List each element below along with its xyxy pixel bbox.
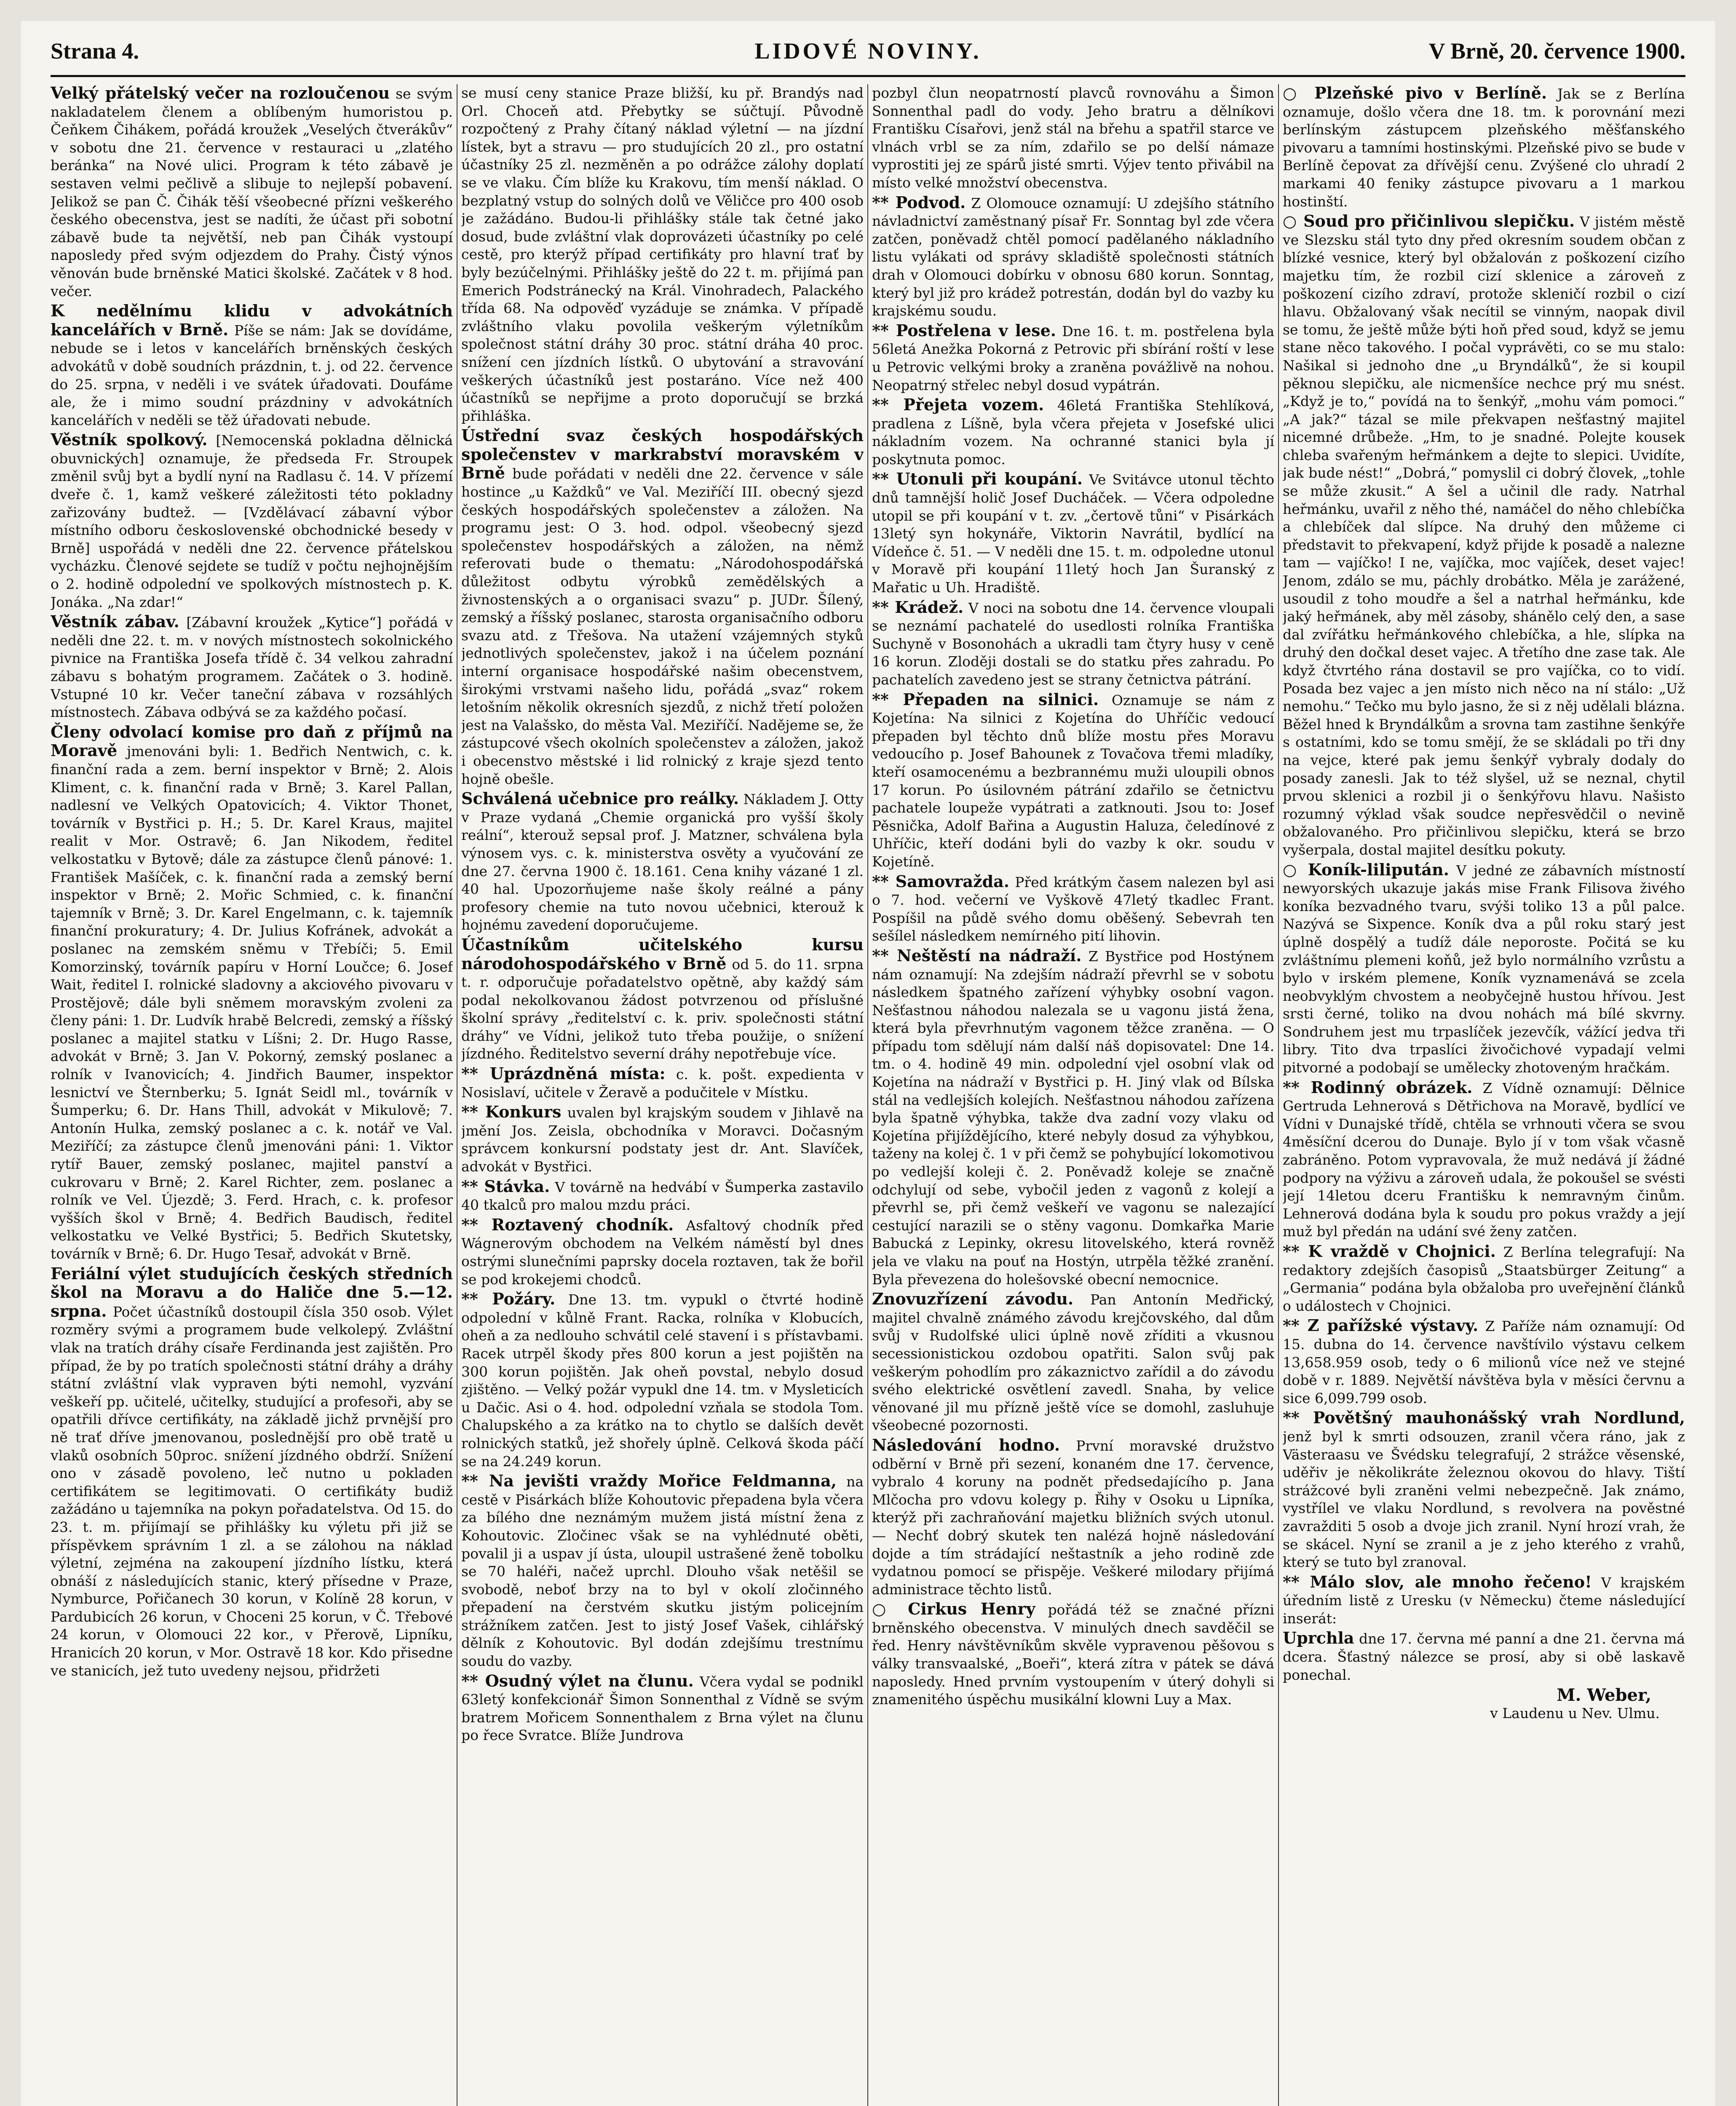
article-body <box>872 1436 1274 1598</box>
article-heading: ** Přepaden na silnici. <box>872 690 1099 709</box>
article-text: [Zábavní kroužek „Kytice“] pořádá v neděli dne 22. t. m. v nových místnostech sokolnického pivnice na Františka Josefa třídě č. 34 velkou zahradní zábavu s bohatým programem. Začátek o 3. hodině. Vstupné 10 kr. Večer taneční zábava v rozsáhlých místnostech. Zábava odbývá se za každého počasí. <box>51 614 453 721</box>
article-body <box>51 1265 453 1680</box>
article <box>461 936 864 1063</box>
article-text: Dne 16. t. m. postřelena byla 56letá Anežka Pokorná z Petrovic při sbírání roští v lese u Petrovic velkými broky a zraněna povážlivě na nohou. Neopatrný střelec nebyl dosud vypátrán. <box>872 323 1274 393</box>
columns <box>51 84 1685 2106</box>
article <box>1283 84 1685 211</box>
article-text: V jedné ze zábavních místností newyorských ukazuje jakás mise Frank Filisova živého koníka bezvadného tvaru, svýši toliko 13 a půl palce. Nazývá se Sixpence. Koník dva a půl roku starý jest úplně dospělý a tudíž dále neporoste. Počitá se ku zvláštnímu plemeni koňů, jež bylo normálního vzrůstu a bylo v irském plemene, Koník vyznamenává se zcela neobvyklým chvostem a neobyčejně hustou hřívou. Jest srsti černé, toliko na dvou nohách má bílé skvrny. Sondruhem jest mu trpaslíček jezevčík, vážící jedva tři libry. Tito dva trpaslíci živočichové vypadají velmi pitvorné a podobají se umělecky zhotoveným hračkám. <box>1283 862 1685 1076</box>
article-heading: K nedělnímu klidu v advokátních kancelářích v Brně. <box>51 301 453 339</box>
article-body <box>872 599 1274 689</box>
article <box>872 194 1274 320</box>
article-text: Oznamuje se nám z Kojetína: Na silnici z Kojetína do Uhříčic vedoucí přepaden byl těchto dnů blíže mostu přes Moravu vedoucího p. Josef Bahounek z Tovačova třemi mladíky, kteří osamocenému a bezbrannému muži uloupili obnos 17 korun. Po úsilovném pátrání zdařilo se četnictvu pachatele loupeže vypátrati a zatknouti. Jsou to: Josef Pěsnička, Adolf Bařina a Augustin Haluza, čeledínové z Uhříčic, kteří dodáni byli do vazby k okr. soudu v Kojetíně. <box>872 692 1274 870</box>
newspaper-page <box>21 21 1715 2106</box>
article-heading: ** Krádež. <box>872 597 964 617</box>
article-body <box>1283 1079 1685 1241</box>
article-heading: ** Roztavený chodník. <box>461 1215 674 1234</box>
article-heading: ○ Cirkus Henry <box>872 1599 1035 1619</box>
article-text: se musí ceny stanice Praze bližší, ku př. Brandýs nad Orl. Choceň atd. Přebytky se súčtují. Původně rozpočtený z Prahy čítaný náklad výletní — na jízdní lístek, byt a stravu — pro studujících 20 zl., pro ostatní účastníky 25 zl. nezměněn a po odrážce zálohy doplatí se ve vlaku. Čím blíže ku Krakovu, tím menší náklad. O bezplatný vstup do solných dolů ve Věličce pro 400 osob je zažádáno. Budou-li přihlášky stále tak četné jako dosud, bude zvláštní vlak doprovázeti účastníky po celé cestě, pro kterýž případ certifikáty pro hlavní trať by byly bezúčelnými. Přihlášky ještě do 22 t. m. přijímá pan Emerich Podstránecký na Král. Vinohradech, Palackého třída 68. Na odpověď vyzáduje se známka. V případě zvláštního vlaku povolila veškerým výletníkům společnost státní dráhy 30 proc. státní dráha 40 proc. snížení cen jízdních lístků. O ubytování a stravování veškerých účastníků jest postaráno. Více než 400 účastníků se nepřijme a proto doporučují se brzká přihláška. <box>461 85 864 424</box>
article-text: První moravské družstvo odběrní v Brně při sezení, konaném dne 17. července, vybralo 4 koruny na podnět předsedajícího p. Jana Mlčocha pro vdovu kolegy p. Řihy v Osoku u Lipníka, kterýž při zachraňování majetku bližních svých utonul. — Nechť dobrý skutek ten nalézá hojně následování dojde a tím strádající neštastník a jeho rodině zde vydatnou pomocí se přispěje. Veškeré milodary přijímá administrace těchto listů. <box>872 1437 1274 1598</box>
article-text: pozbyl člun neopatrností plavců rovnováhu a Šimon Sonnenthal padl do vody. Jeho bratru a dělníkovi Františku Císařovi, jenž stál na břehu a spatřil starce ve vlnách vrbl se za ním, zdařilo se po delší námaze vyprostiti jej ze spárů jisté smrti. Výjev tento přivábil na místo velké množství obecenstva. <box>872 85 1274 191</box>
article-heading: Schválená učebnice pro reálky. <box>461 789 739 808</box>
article-text: od 5. do 11. srpna t. r. odporučuje pořadatelstvo opětně, aby každý sám podal nekolkovanou žádost potvrzenou od příslušné školní správy „ředitelství c. k. priv. společnosti státní dráhy“ ve Vídni, jelikož tuto třeba použije, o snížení jízdného. Ředitelstvo severní dráhy nepotřebuje více. <box>461 956 864 1062</box>
article-heading: Uprchla <box>1283 1628 1354 1648</box>
header-rule <box>51 75 1685 77</box>
article-body <box>51 431 453 611</box>
article <box>51 302 453 429</box>
article <box>51 723 453 1263</box>
article-heading: ** Utonuli při koupání. <box>872 469 1083 489</box>
article <box>461 1672 864 1745</box>
article-body <box>872 873 1274 945</box>
article-body <box>51 84 453 300</box>
newspaper-title: LIDOVÉ NOVINY. <box>754 38 982 64</box>
article-heading: ** Konkurs <box>461 1102 562 1122</box>
article-body <box>1283 861 1685 1077</box>
article <box>461 1216 864 1288</box>
article <box>461 1472 864 1670</box>
article-heading: ○ Soud pro přičinlivou slepičku. <box>1283 211 1575 231</box>
article-heading: ** Neštěstí na nádraží. <box>872 946 1082 965</box>
article-text: Ve Svitávce utonul těchto dnů tamnější holič Josef Ducháček. — Včera odpoledne utopil se při koupání v t. zv. „čertově tůni“ v Pisárkách 13letý syn hokynáře, Viktorin Navrátil, bydlící na Vídeňce č. 51. — V neděli dne 15. t. m. odpoledne utonul v Moravě při koupání 11letý hoch Jan Šuranský z Mařatic u Uh. Hradiště. <box>872 471 1274 596</box>
column-4 <box>1283 84 1685 2106</box>
article-heading: ** Na jevišti vraždy Mořice Feldmanna, <box>461 1471 837 1491</box>
article <box>461 1290 864 1470</box>
article-heading: Účastníkům učitelského kursu národohospodářského v Brně <box>461 935 864 973</box>
column-1 <box>51 84 453 2106</box>
article-text: 46letá Františka Stehlíková, pradlena z Líšně, byla včera přejeta v Josefské ulici nákladním vozem. Na ochranné stanici byla jí poskytnuta pomoc. <box>872 397 1274 468</box>
article-text: se svým nakladatelem členem a oblíbeným humoristou p. Čeňkem Čihákem, pořádá kroužek „Veselých čtverákův“ v sobotu dne 21. července v restauraci u „zlatého beránka“ na Nové ulici. Program k této zábavě je sestaven velmi pečlivě a slibuje to nejlepší pobavení. Jelikož se pan Č. Čihák těší všeobecné přízni veškerého českého obecenstva, jest se nadíti, že účast při sobotní zábavě bude ta největší, neb pan Čihák vystoupí naposledy před svým odjezdem do Prahy. Čistý výnos věnován bude brněnské Matici školské. Začátek v 8 hod. večer. <box>51 86 453 299</box>
article-text: dne 17. června mé panní a dne 21. června má dcera. Šťastný nálezce se prosí, aby si obě laskavě ponechal. <box>1283 1630 1685 1683</box>
article-body <box>461 84 864 425</box>
article-body <box>1283 1409 1685 1571</box>
article-heading: Věstník zábav. <box>51 612 179 631</box>
article-body <box>1283 212 1685 859</box>
article <box>461 427 864 788</box>
article-heading: ** Podvod. <box>872 192 966 212</box>
article-body <box>1283 1573 1685 1628</box>
dateline: V Brně, 20. července 1900. <box>1428 38 1685 64</box>
article-text: [Nemocenská pokladna dělnická obuvnických] oznamuje, že předseda Fr. Stroupek změnil svůj byt a bydlí nyní na Radlasu č. 14. V přízemí dveře č. 1, kamž veškeré záležitosti této pokladny zařizovány budtež. — [Vzdělávací zábavní výbor místního odboru československé obchodnické besedy v Brně] uspořádá v neděli dne 22. července přátelskou vycházku. Členové sejdete se tudíž v počtu nejhojnějším o 2. hodině odpolední ve spolkových místnostech p. K. Jonáka. „Na zdar!“ <box>51 432 453 610</box>
article <box>872 1290 1274 1435</box>
article <box>872 873 1274 945</box>
article-body <box>461 1216 864 1288</box>
article <box>872 1436 1274 1598</box>
article-heading: ** Samovražda. <box>872 871 1010 891</box>
article <box>51 431 453 611</box>
article-text: Dne 13. tm. vypukl o čtvrté hodině odpolední v kůlně Frant. Racka, rolníka v Klobucích, oheň a za nedlouho schvátil celé stavení i s přístavbami. Racek utrpěl škody přes 800 korun a jest pojištěn na 300 korun pojištěn. Jak oheň povstal, nebylo dosud zjištěno. — Velký požár vypukl dne 14. tm. v Mysleticích u Dačic. Asi o 4. hod. odpolední vzňala se stodola Tom. Chalupského a za krátko na to chytlo se dalších devět rolnických statků, jež shořely úplně. Celková škoda páčí se na 24.249 korun. <box>461 1291 864 1470</box>
article-text: jenž byl k smrti odsouzen, zranil včera ráno, jak z Västeraasu ve Švédsku telegrafují, 2 strážce věsenské, uděřiv je několikráte železnou okovou do hlavy. Tiští strážcové byli zraněni velmi nebezpečně. Jak známo, vystřílel ve vlaku Nordlund, s revolvera na pověstné zavražditi 5 osob a dvoje jich zranil. Nyní hrozí vrah, že se skácel. Nyní se zranil a je z jeho kterého z vrahů, který se tuto byl zranoval. <box>1283 1428 1685 1571</box>
article-text: Z Olomouce oznamují: U zdejšího státního návladnictví zaměstnaný písař Fr. Sonntag byl zde včera zatčen, poněvadž chtěl pomocí padělaného nákladního listu vylákati od správy skladiště společnosti státních drah v Olomouci dobírku v obnosu 680 korun. Sonntag, který byl již pro krádež potrestán, dodán byl do vazby ku krajskému soudu. <box>872 195 1274 319</box>
article-body <box>1283 84 1685 211</box>
column-2 <box>461 84 864 2106</box>
article-body <box>51 723 453 1263</box>
article-text: V krajském úředním listě z Uresku (v Německu) čteme následující inserát: <box>1283 1574 1685 1627</box>
article-text: na cestě v Pisárkách blíže Kohoutovic přepadena byla včera za bílého dne neznámým mužem jistá místní žena z Kohoutovic. Zločinec však se na vyhlédnuté oběti, povalil ji a uspav jí ústa, uloupil ustrašené ženě tobolku se 70 haléři, načež uprchl. Dlouho však netěšil se svobodě, neboť brzy na to byl v okolí zločinného přepadení na čerstvém skutku jistým policejním strážníkem zatčen. Jest to jistý Josef Vašek, cihlářský dělník z Kohoutovic. Byl dodán zdejšímu trestnímu soudu do vazby. <box>461 1473 864 1670</box>
page-number: Strana 4. <box>51 38 139 64</box>
article-text: bude pořádati v neděli dne 22. července v sále hostince „u Každků“ ve Val. Meziříčí III. obecný sjezd českých hospodářských společenstev a záložen. Na programu jest: O 3. hod. odpol. všeobecný sjezd společenstev hospodářských a záložen, na němž referovati bude o thematu: „Národohospodářská důležitost odbytu výrobků zemědělských a živnostenských a o organisaci svazu“ p. JUDr. Šílený, zemský a říšský poslanec, starosta organisačního odboru svazu atd. z Třešova. Na utažení vzájemných styků jednotlivých společenstev, jakož i na účelem poznání interní organisace hospodářské našim obecenstvem, širokými vrstvami našeho lidu, pořádá „svaz“ rokem letošním několik okresních sjezdů, z nichž třetí položen jest na Valašsko, do města Val. Meziříčí. Nadějeme se, že zástupcové všech okolních společenstev a záložen, jakož i obecenstvo městské i lid rolnický z kraje sjezd tento hojně obešle. <box>461 465 864 787</box>
article-heading: ○ Plzeňské pivo v Berlíně. <box>1283 84 1547 102</box>
article-text: Včera vydal se podnikl 63letý konfekcionář Šimon Sonnenthal z Vídně se svým bratrem Mořicem Sonnenthalem z Brna výlet na člunu po řece Svratce. Blíže Jundrova <box>461 1673 864 1744</box>
article-body <box>1283 1317 1685 1407</box>
article-heading: Velký přátelský večer na rozloučenou <box>51 84 390 102</box>
article-text: Před krátkým časem nalezen byl asi o 7. hod. večerní ve Vyškově 47letý tkadlec Frant. Pospíšil na půdě svého domu oběšený. Sebevrah ten sešílel následkem nemírného pití lihovin. <box>872 874 1274 944</box>
article-heading: ** Z pařížské výstavy. <box>1283 1316 1479 1335</box>
article-heading: Následování hodno. <box>872 1435 1060 1454</box>
article-body <box>872 947 1274 1288</box>
article-heading: ** Postřelena v lese. <box>872 321 1056 340</box>
article <box>1283 1573 1685 1628</box>
article-body <box>461 1290 864 1470</box>
article <box>461 84 864 425</box>
article-body <box>872 470 1274 596</box>
article <box>1283 1317 1685 1407</box>
article-body <box>1283 1243 1685 1315</box>
article-body <box>461 427 864 788</box>
column-rule <box>1278 84 1279 2106</box>
article-heading: ** K vraždě v Chojnici. <box>1283 1242 1496 1261</box>
article-text: Z Berlína telegrafují: Na redaktory zdejších časopisů „Staatsbürger Zeitung“ a „Germania“ podána byla obžaloba pro uveřejnění článků o událostech v Chojnici. <box>1283 1244 1685 1314</box>
article <box>1283 861 1685 1077</box>
article-heading: ** Uprázdněná místa: <box>461 1064 666 1083</box>
article-text: V továrně na hedvábí v Šumperka zastavilo 40 tkalců pro malou mzdu práci. <box>461 1179 864 1213</box>
article-heading: ** Přejeta vozem. <box>872 395 1044 414</box>
article <box>872 470 1274 596</box>
article-body <box>51 302 453 429</box>
article <box>461 1178 864 1214</box>
article-text: Z Bystřice pod Hostýnem nám oznamují: Na zdejším nádraží převrhl se v sobotu následkem špatného zařízení výhybky osobní vagon. Nešťastnou náhodou nalezala se u vagonu jistá žena, která byla převrhnutým vagonem těžce zraněna. — O případu tom sdělují nám další náš dopisovatel: Dne 14. tm. o 4. hodině 49 min. odpolední vjel osobní vlak od Kojetína na nádraží v Bystřici p. H. Jiný vlak od Bílska stál na vedlejších kolejích. Nešťastnou náhodou zařízena byla špatně výhybka, takže dva zadní vozy vlaku od Kojetína přijíždějícího, které nebyly dosud za výhybkou, taženy na kolej č. 1 v při čemž se pohybující lokomotivou po vedlejší koleji č. 2. Poněvadž koleje se značně odchylují od sebe, vybočil jeden z vagonů z kolejí a převrhl se, při čemž veškeří ve vagonu se nalezající cestující narazili se o stěny vagonu. Domkařka Marie Babucká z Lepinky, okresu litovelského, která rovněž jela ve vlaku na pouť na Hostýn, utrpěla těžké zranění. Byla převezena do holešovské obecní nemocnice. <box>872 948 1274 1288</box>
article-text: V noci na sobotu dne 14. července vloupali se neznámí pachatelé do usedlosti rolníka Františka Suchyně v Bosonohách a ukradli tam čtyry husy v ceně 16 korun. Zloději dostali se do statku přes zahradu. Po pachatelích zavedeno jest se strany četnictva pátrání. <box>872 599 1274 688</box>
article <box>51 613 453 722</box>
column-rule <box>867 84 868 2106</box>
article-heading: ** Rodinný obrázek. <box>1283 1077 1473 1097</box>
article-text: Pan Antonín Medřický, majitel chvalně známého závodu krejčovského, dal dům svůj v Rudolfské ulici úplně nově zříditi a vkusnou secessionistickou ozdobou opatřiti. Salon svůj pak veškerým pohodlím pro zákaznictvo zařídil a do závodu svého elektrické osvětlení zavedl. Snaha, by velice věnované jil mu přízně ještě více se domohl, zasluhuje všeobecné pozornosti. <box>872 1291 1274 1434</box>
signature-address: v Laudenu u Nev. Ulmu. <box>1490 1705 1660 1721</box>
article-body <box>461 1672 864 1745</box>
article-body <box>461 936 864 1063</box>
article <box>872 1600 1274 1709</box>
article-body <box>461 1103 864 1176</box>
article-body <box>461 790 864 934</box>
article-text: jmenováni byli: 1. Bedřich Nentwich, c. k. finanční rada a zem. berní inspektor v Brně; 2. Alois Kliment, c. k. finanční rada v Brně; 3. Karel Pallan, nadlesní ve Velkých Opatovicích; 4. Viktor Thonet, továrník v Bystřici p. H.; 5. Dr. Karel Kraus, majitel realit v Mor. Ostravě; 6. Jan Nikodem, ředitel velkostatku v Bytově; dále za zástupce členů pánové: 1. František Mašíček, c. k. finanční rada a zemský berní inspektor v Brně; 2. Mořic Schmied, c. k. finanční tajemník v Brně; 3. Dr. Karel Engelmann, c. k. tajemník finanční prokuratury; 4. Dr. Julius Kofránek, advokát a poslanec na zemském sněmu v Třebíči; 5. Emil Komorzinský, továrník papíru v Horní Loučce; 6. Josef Wait, ředitel I. rolnické sladovny a akciového pivovaru v Prostějově; dále byli sněmem moravským zvoleni za členy páni: 1. Dr. Ludvík hrabě Belcredi, zemský a říšský poslanec a majitel statku v Líšni; 2. Dr. Hugo Rasse, advokát v Brně; 3. Jan V. Pokorný, zemský poslanec a rolník v Ivanovicích; 4. Jindřich Baumer, inspektor lesnictví ve Šternberku; 5. Ignát Seidl ml., továrník v Šumperku; 6. Dr. Hans Thill, advokát v Mikulově; 7. Antonín Hulka, zemský poslanec a c. k. notář ve Val. Meziříčí; za zástupce členů jmenováni páni: 1. Viktor rytíř Bauer, zemský poslanec, majitel panství a cukrovaru v Brně; 2. Karel Richter, zem. poslanec a rolník ve Vel. Újezdě; 3. Ferd. Hrach, c. k. profesor vyšších škol v Brně; 4. Bedřich Baudisch, ředitel velkostatku ve Velké Bystřici; 5. Bedřich Skutetsky, továrník v Brně; 6. Dr. Hugo Tesař, advokát v Brně. <box>51 743 453 1262</box>
article <box>51 84 453 300</box>
article-heading: Znovuzřízení závodu. <box>872 1289 1074 1309</box>
article-text: Počet účastníků dostoupil čísla 350 osob. Výlet rozměry svými a programem bude velkolepý. Zvláštní vlak na tratích dráhy císaře Ferdinanda jest zajištěn. Pro případ, že by po tratích společnosti státní dráhy a dráhy státní zvláštní vlak vypraven býti nemohl, vyzvání veškeří pp. učitelé, učitelky, studující a profesoři, aby se opatřili dřívce certifikáty, na základě jichž prvnější pro ně trať dříve jmenovanou, poslednější pro obě tratě u vlaků osobních 50proc. snížení jízdného obdrží. Snížení ono v zásadě povoleno, leč nutno u pokladen certifikátem se legitimovati. O certifikáty budiž zažádáno u tajemníka na pokyn pořadatelstva. Od 15. do 23. t. m. přijímají se přihlášky ku výletu při již se příspěvkem správním 1 zl. a se zálohou na náklad výletní, zejména na zakoupení jízdního lístku, která obnáší z následujících stanic, který přísedne v Praze, Nymburce, Pořičanech 30 korun, v Kolíně 28 korun, v Pardubicích 26 korun, v Choceni 25 korun, v Č. Třebové 24 korun, v Olomouci 22 kor., v Přerově, Lipníku, Hranicích 20 korun, v Mor. Ostravě 18 kor. Kdo přisedne ve stanicích, jež tuto uvedeny nejsou, přidržeti <box>51 1303 453 1679</box>
article <box>872 84 1274 192</box>
article-text: uvalen byl krajským soudem v Jihlavě na jmění Jos. Zeisla, obchodníka v Moravci. Dočasným správcem konkursní podstaty jest dr. Ant. Slavíček, advokát v Bystřici. <box>461 1104 864 1175</box>
article <box>872 322 1274 394</box>
article-text: Jak se z Berlína oznamuje, došlo včera dne 18. tm. k porovnání mezi berlínským zástupcem plzeňského měšťanského pivovaru a tamními hostinskými. Plzeňské pivo se bude v Berlíně čepovat za dřívější cenu. Zvýšené clo uhradí 2 markami 40 feniky zástupce pivovaru a 1 markou hostinští. <box>1283 86 1685 210</box>
article-heading: ** Stávka. <box>461 1176 550 1196</box>
article-body <box>1283 1629 1685 1684</box>
article-body <box>872 1600 1274 1709</box>
article-text: Z Paříže nám oznamují: Od 15. dubna do 14. července navštívilo výstavu celkem 13,658.959 osob, tedy o 6 milionů více než ve stejné době v r. 1889. Největší návštěva byla v měsíci červnu a sice 6,099.799 osob. <box>1283 1318 1685 1406</box>
article-body <box>872 84 1274 192</box>
article-body <box>51 613 453 722</box>
masthead <box>51 38 1685 72</box>
article-heading: Feriální výlet studujících českých středních škol na Moravu a do Haliče dne 5.—12. srpna. <box>51 1264 453 1320</box>
article-heading: Ústřední svaz českých hospodářských společenstev v markrabství moravském v Brně <box>461 426 864 483</box>
article-body <box>872 322 1274 394</box>
article <box>1283 1079 1685 1241</box>
column-3 <box>872 84 1274 2106</box>
article-body <box>872 1290 1274 1435</box>
article-heading: ** Požáry. <box>461 1289 556 1309</box>
article <box>872 396 1274 468</box>
article <box>872 947 1274 1288</box>
article <box>461 790 864 934</box>
article-text: Asfaltový chodník před Wágnerovým obchodem na Velkém náměstí byl dnes ostrými slunečními paprsky docela roztaven, tak že bořil se pod krokejemi chodců. <box>461 1217 864 1288</box>
article-body <box>872 691 1274 871</box>
article-text: pořádá též se značné přízni brněnského obecenstva. V minulých dnech savděčil se řed. Henry návštěvníkům skvěle vypravenou pěšovou s války transvaalské, „Boeři“, která zítra v pátek se dává naposledy. Hned prvním vystoupením v úterý dohyli si znamenitého úspěchu musikální klowni Luy a Max. <box>872 1601 1274 1708</box>
article-text: c. k. pošt. expedienta v Nosislaví, učitele v Žeravě a podučitele v Místku. <box>461 1066 864 1101</box>
article-heading: Členy odvolací komise pro daň z příjmů na Moravě <box>51 722 453 760</box>
article <box>1283 212 1685 859</box>
article-body <box>872 396 1274 468</box>
article <box>1283 1686 1685 1722</box>
article-heading: ○ Koník-lilipután. <box>1283 860 1449 879</box>
article-heading: ** Málo slov, ale mnoho řečeno! <box>1283 1572 1592 1591</box>
article-text: V jistém městě ve Slezsku stál tyto dny před okresním soudem občan z blízké vesnice, který byl obžalován z poškození cizího majetku tím, že rozbil cizí sklenice a zároveň z poškození cizího zdraví, protože skleničí rozbil o cizí hlavu. Obžalovaný však necítil se vinným, naopak divil se tomu, že ještě může býti hoň před soud, když se jemu stane něco takového. I počal vyprávěti, co se mu stalo: Našikal si jednoho dne „u Bryndálků“, že si koupil pěknou slepičku, ale nicmenšíce nechce prý mu snést. „Když je to,“ povídá na to šenkýř, „mohu vám pomoci.“ „A jak?“ tázal se mile překvapen nešťastný majitel nicemné drůbeže. „Hm, to je snadné. Polejte kousek chleba svařeným heřmánkem a dejte to slepici. Uvidíte, jak bude nést!“ „Dobrá,“ pomyslil ci dobrý človek, „tohle se může zkusit.“ A šel a učinil dle rady. Natrhal heřmánku, uvařil z něho thé, namáčel do něho chlebíčka a chlebíček dal slípce. Na druhý den můžeme ci představit to překvapení, když přijde k posadě a nalezne tam — vajíčko! I ne, vajíčka, moc vajíček, deset vajec! Jenom, zdálo se mu, páchly drobátko. Měla je zarážené, usoudil z toho moudře a šel a natrhal heřmánku, kde jaký heřmánek, aby měl zásoby, shánělo celý den, a sase dal zvířátku heřmánkového chlebíčka, a hle, slípka na druhý den dočkal deset vajec. A třetího dne zase tak. Ale když čtvrtého rána dostavil se pro vajíčka, co to vidí. Posada bez vajec a jen místo nich něco na ní stálo: „Už nemohu.“ Tečko mu bylo jasno, že si z něj udělali blázna. Běžel hned k Bryndálkům a srovna tam zastihne šenkýře s ostatními, kdo se tomu smějí, že se skládali po tři dny na vejce, které pak jemu šenkýř vybraly dodaly do posady zanesli. Jak to též slyšel, už se neznal, chytil prvou sklenici a rozbil ji o šenkýřovu hlavu. Našisto rozumný výklad však soudce nepřesvědčil o nevině obžalovaného. Pro přičinlivou slepičku, která se brzo vyšerpala, dostal majitel desítku pokuty. <box>1283 214 1685 858</box>
article-text: Z Vídně oznamují: Dělnice Gertruda Lehnerová s Dětřichova na Moravě, bydlící ve Vídni v Dunajské třídě, chtěla se vrhnouti včera se svou 4měsíční dcerou do Dunaje. Bylo jí v tom však včasně zabráněno. Potom vypravovala, že muž nedává jí žádné podpory na výživu a zároveň udala, že pokoušel se svésti její 14letou dceru Františku k nemravným činům. Lehnerová dodána byla k soudu pro pokus vraždy a její muž byl předán na udání své ženy zatčen. <box>1283 1080 1685 1240</box>
article <box>872 599 1274 689</box>
article <box>1283 1409 1685 1571</box>
article <box>461 1065 864 1101</box>
article-text: Nákladem J. Otty v Praze vydaná „Chemie organická pro vyšší školy reální“, kterouž sepsal prof. J. Matzner, schválena byla výnosem vys. c. k. ministerstva osvěty a vyučování ze dne 27. června 1900 č. 18.161. Cena knihy vázané 1 zl. 40 hal. Upozorňujeme naše školy reálné a pány profesory chemie na tuto novou učebnici, kterouž k hojnému zavedení doporučujeme. <box>461 791 864 933</box>
article-body <box>461 1472 864 1670</box>
article <box>1283 1629 1685 1684</box>
article <box>461 1103 864 1176</box>
article-text: Píše se nám: Jak se dovídáme, nebude se i letos v kancelářích brněnských českých advokátů v době soudních prázdnin, t. j. od 22. července do 25. srpna, v neděli i ve svátek úřadovati. Doufáme ale, že i mimo soudní prázdniny v advokátních kancelářích v neděli se těž úřadovati nebude. <box>51 322 453 428</box>
article-body <box>461 1178 864 1214</box>
article-heading: ** Osudný výlet na člunu. <box>461 1671 694 1690</box>
signature-name: M. Weber, <box>1557 1685 1651 1705</box>
article-heading: Věstník spolkový. <box>51 430 208 449</box>
article-heading: ** Povětšný mauhonášský vrah Nordlund, <box>1283 1408 1685 1427</box>
article-body <box>872 194 1274 320</box>
article <box>1283 1243 1685 1315</box>
article-body <box>461 1065 864 1101</box>
article <box>51 1265 453 1680</box>
article <box>872 691 1274 871</box>
